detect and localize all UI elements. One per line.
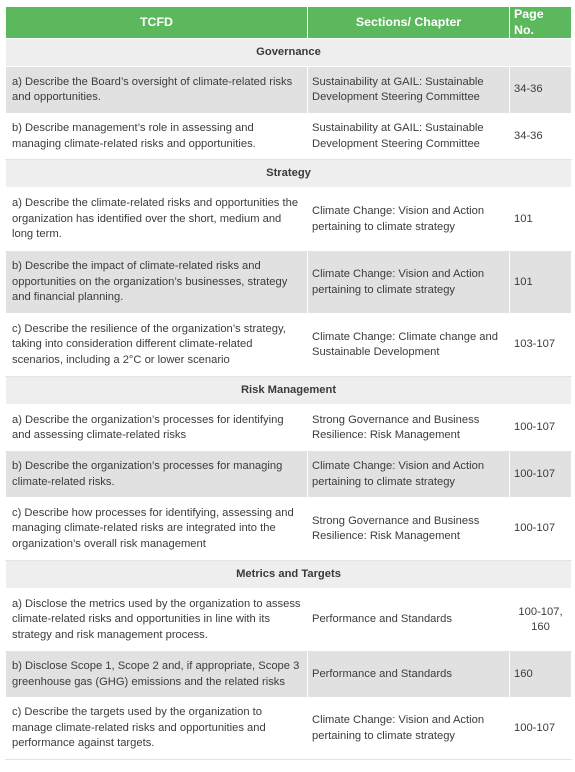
- page-number: 100-107: [510, 698, 572, 760]
- table-row: [6, 405, 572, 452]
- section-chapter: Climate Change: Climate change and Sustainable Development: [308, 314, 510, 377]
- header-page-no: Page No.: [510, 7, 572, 39]
- header-tcfd: TCFD: [6, 7, 308, 39]
- tcfd-disclosure: b) Describe the organization’s processes for managing climate-related risks.: [6, 452, 308, 498]
- section-chapter: Performance and Standards: [308, 652, 510, 698]
- section-row-governance: [6, 39, 572, 67]
- section-chapter: Sustainability at GAIL: Sustainable Development Steering Committee: [308, 114, 510, 160]
- section-chapter: Sustainability at GAIL: Sustainable Development Steering Committee: [308, 67, 510, 114]
- section-chapter: Climate Change: Vision and Action pertaining to climate strategy: [308, 452, 510, 498]
- header-sections-chapter: Sections/ Chapter: [308, 7, 510, 39]
- page-number: 101: [510, 188, 572, 252]
- section-chapter: Strong Governance and Business Resilience: Risk Management: [308, 498, 510, 561]
- table-row: [6, 114, 572, 160]
- page-number: 101: [510, 252, 572, 314]
- section-chapter: Strong Governance and Business Resilience: Risk Management: [308, 405, 510, 452]
- tcfd-disclosure: c) Describe how processes for identifying, assessing and managing climate-related risks are integrated into the organization’s overall risk management: [6, 498, 308, 561]
- table-row: [6, 652, 572, 698]
- table-row: [6, 67, 572, 114]
- section-chapter: Climate Change: Vision and Action pertaining to climate strategy: [308, 188, 510, 252]
- section-title: Strategy: [6, 160, 572, 188]
- tcfd-disclosure: a) Describe the Board’s oversight of climate-related risks and opportunities.: [6, 67, 308, 114]
- tcfd-disclosure: c) Describe the targets used by the organization to manage climate-related risks and opportunities and performance against targets.: [6, 698, 308, 760]
- table-row: [6, 452, 572, 498]
- section-title: Metrics and Targets: [6, 561, 572, 589]
- page-number: 100-107, 160: [510, 589, 572, 652]
- page-number: 100-107: [510, 405, 572, 452]
- page-number: 160: [510, 652, 572, 698]
- section-row-strategy: [6, 160, 572, 188]
- tcfd-disclosure: a) Describe the organization’s processes for identifying and assessing climate-related risks: [6, 405, 308, 452]
- page-number: 100-107: [510, 498, 572, 561]
- tcfd-disclosure: a) Describe the climate-related risks and opportunities the organization has identified over the short, medium and long term.: [6, 188, 308, 252]
- tcfd-disclosure: b) Disclose Scope 1, Scope 2 and, if appropriate, Scope 3 greenhouse gas (GHG) emissions and the related risks: [6, 652, 308, 698]
- header-row: [6, 7, 572, 39]
- section-title: Risk Management: [6, 377, 572, 405]
- table-row: [6, 698, 572, 760]
- table-row: [6, 589, 572, 652]
- tcfd-disclosure: c) Describe the resilience of the organization’s strategy, taking into consideration different climate-related scenarios, including a 2°C or lower scenario: [6, 314, 308, 377]
- table-row: [6, 252, 572, 314]
- page-number: 34-36: [510, 114, 572, 160]
- section-chapter: Climate Change: Vision and Action pertaining to climate strategy: [308, 252, 510, 314]
- tcfd-disclosure: b) Describe the impact of climate-related risks and opportunities on the organization’s businesses, strategy and financial planning.: [6, 252, 308, 314]
- tcfd-index-table: [5, 6, 572, 760]
- table-row: [6, 188, 572, 252]
- section-row-risk-management: [6, 377, 572, 405]
- table-row: [6, 314, 572, 377]
- table-row: [6, 498, 572, 561]
- page-number: 103-107: [510, 314, 572, 377]
- section-row-metrics-and-targets: [6, 561, 572, 589]
- section-chapter: Climate Change: Vision and Action pertaining to climate strategy: [308, 698, 510, 760]
- page-number: 100-107: [510, 452, 572, 498]
- tcfd-disclosure: a) Disclose the metrics used by the organization to assess climate-related risks and opportunities in line with its strategy and risk management process.: [6, 589, 308, 652]
- page-number: 34-36: [510, 67, 572, 114]
- tcfd-disclosure: b) Describe management’s role in assessing and managing climate-related risks and opportunities.: [6, 114, 308, 160]
- section-title: Governance: [6, 39, 572, 67]
- section-chapter: Performance and Standards: [308, 589, 510, 652]
